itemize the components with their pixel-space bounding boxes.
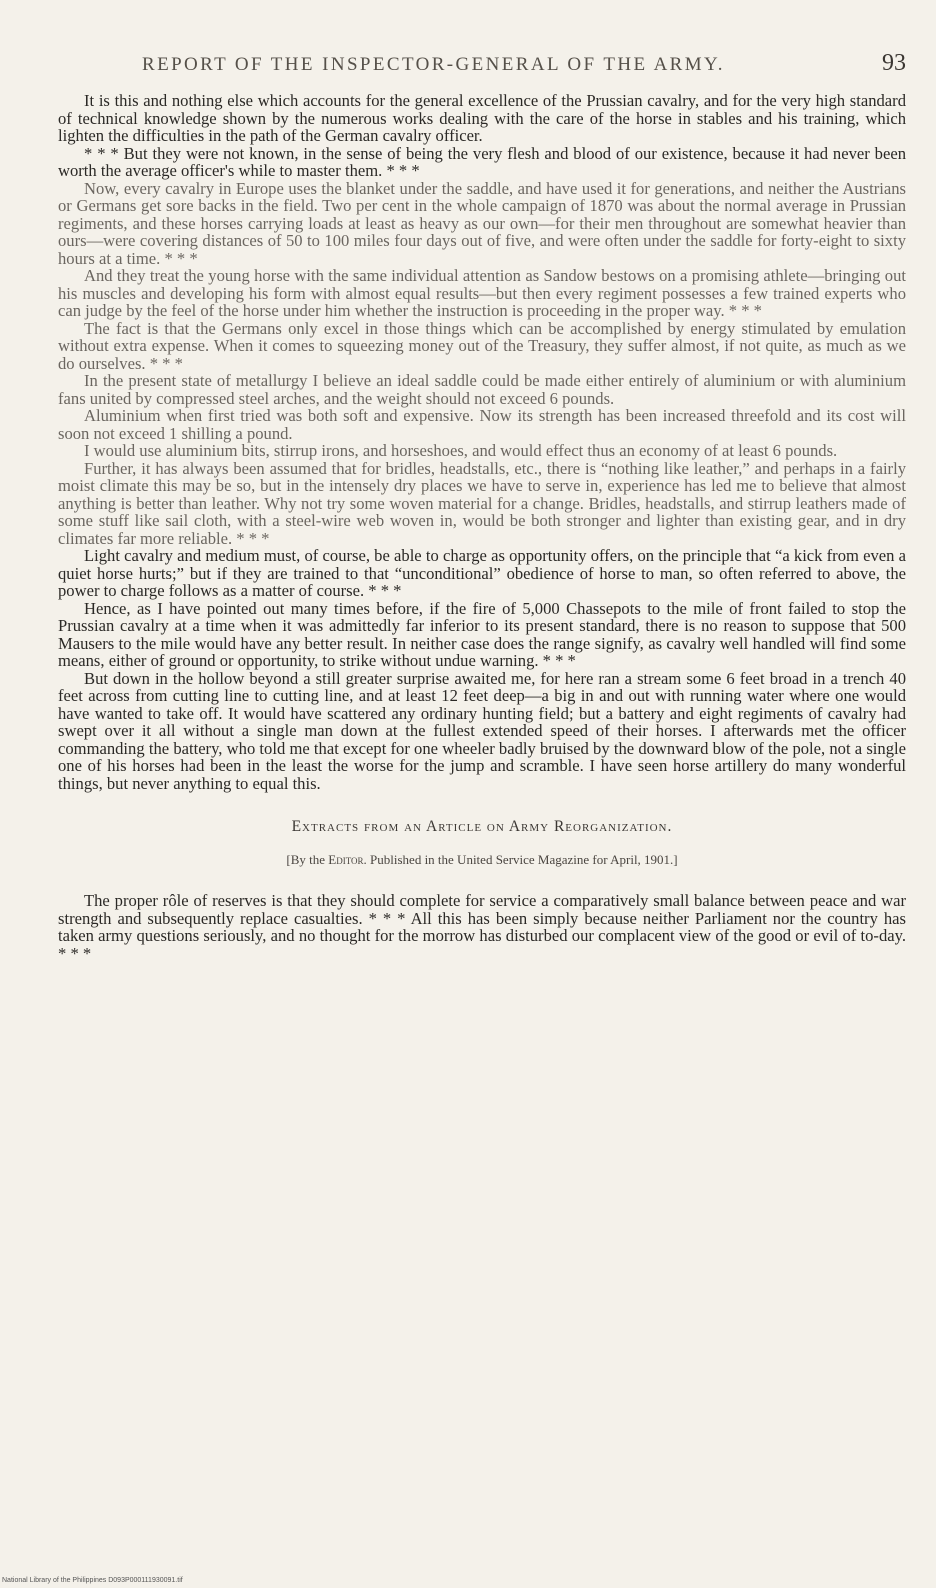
document-page [58,50,906,962]
paragraph-3: Now, every cavalry in Europe uses the blanket under the saddle, and have used it for generations, and neither the Austrians or Germans get sore backs in the field. Two per cent in the whole campaign of 1870 was about the normal average in Prussian regiments, and these horses carrying loads at least as heavy as our own—for their men throughout are somewhat heavier than ours—were covering distances of 50 to 100 miles four days out of five, and were often under the saddle for forty-eight to sixty hours at a time. * * * [58,178,906,268]
paragraph-2: * * * But they were not known, in the sense of being the very flesh and blood of our existence, because it had never been worth the average officer's while to master them. * * * [58,143,906,180]
paragraph-1: It is this and nothing else which accounts for the general excellence of the Prussian cavalry, and for the very high standard of technical knowledge shown by the numerous works dealing with the care of the horse in stables and his training, which lighten the difficulties in the path of the German cavalry officer. [58,91,906,145]
section-byline [58,852,906,868]
paragraph-6: In the present state of metallurgy I believe an ideal saddle could be made either entirely of aluminium or with aluminium fans united by compressed steel arches, and the weight should not exceed 6 pounds. [58,371,906,408]
byline-suffix: Published in the United Service Magazine for April, 1901.] [370,852,678,867]
running-head: REPORT OF THE INSPECTOR-GENERAL OF THE ARMY. [142,54,725,75]
paragraph-10: Light cavalry and medium must, of course, be able to charge as opportunity offers, on the principle that “a kick from even a quiet horse hurts;” but if they are trained to that “unconditional” obedience of horse to man, so often referred to above, the power to charge follows as a matter of course. * * * [58,546,906,600]
scan-credit: National Library of the Philippines D093P000111930091.tif [2,1577,183,1584]
paragraph-9: Further, it has always been assumed that for bridles, headstalls, etc., there is “nothing like leather,” and perhaps in a fairly moist climate this may be so, but in the intensely dry places we have to serve in, experience has led me to believe that almost anything is better than leather. Why not try some woven material for a change. Bridles, headstalls, and stirrup leathers made of some stuff like sail cloth, with a steel-wire web woven in, would be both stronger and lighter than existing gear, and in dry climates far more reliable. * * * [58,458,906,548]
paragraph-7: Aluminium when first tried was both soft and expensive. Now its strength has been increased threefold and its cost will soon not exceed 1 shilling a pound. [58,406,906,443]
byline-prefix: [By the [286,852,325,867]
page-number: 93 [882,50,906,76]
paragraph-5: The fact is that the Germans only excel in those things which can be accomplished by energy stimulated by emulation without extra expense. When it comes to squeezing money out of the Treasury, they suffer almost, if not quite, as much as we do ourselves. * * * [58,318,906,373]
section-paragraph-1: The proper rôle of reserves is that they should complete for service a comparatively small balance between peace and war strength and subsequently replace casualties. * * * All this has been simply because neither Parliament nor the country has taken army questions seriously, and no thought for the morrow has disturbed our complacent view of the good or evil of to-day. * * * [58,891,906,963]
byline-editor: Editor. [328,852,367,867]
paragraph-8: I would use aluminium bits, stirrup irons, and horseshoes, and would effect thus an economy of at least 6 pounds. [84,441,838,460]
paragraph-4: And they treat the young horse with the same individual attention as Sandow bestows on a promising athlete—bringing out his muscles and developing his form with almost equal results—but then every regiment possesses a few trained experts who can judge by the feel of the horse under him whether the instruction is proceeding in the proper way. * * * [58,266,906,320]
paragraph-12: But down in the hollow beyond a still greater surprise awaited me, for here ran a stream some 6 feet broad in a trench 40 feet across from cutting line to cutting line, and at least 12 feet deep—a big in and out with running water where one would have wanted to take off. It would have scattered any ordinary hunting field; but a battery and eight regiments of cavalry had swept over it all without a single man down at the fullest extended speed of their horses. I afterwards met the officer commanding the battery, who told me that except for one wheeler badly bruised by the downward blow of the pole, not a single one of his horses had been in the least the worse for the jump and scramble. I have seen horse artillery do many wonderful things, but never anything to equal this. [58,668,906,793]
section-heading: Extracts from an Article on Army Reorganization. [291,818,673,835]
paragraph-11: Hence, as I have pointed out many times before, if the fire of 5,000 Chassepots to the mile of front failed to stop the Prussian cavalry at a time when it was admittedly far inferior to its present standard, there is no reason to suppose that 500 Mausers to the mile would have any better result. In neither case does the range signify, as cavalry well handled will find some means, either of ground or opportunity, to strike without undue warning. * * * [58,598,906,670]
page-header [58,50,906,86]
